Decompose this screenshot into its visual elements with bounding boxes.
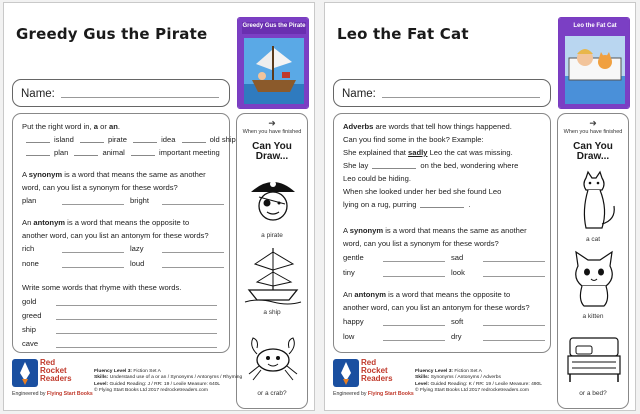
rhyme-question: Write some words that rhyme with these words. <box>22 283 182 292</box>
caption-cat: a cat <box>585 236 601 243</box>
name-field-box[interactable] <box>333 79 551 107</box>
name-label: Name: <box>342 88 376 100</box>
pirate-icon <box>243 170 303 230</box>
book-cover-image <box>237 17 309 109</box>
worksheet-greedy-gus <box>3 2 315 411</box>
rocket-icon <box>12 359 38 387</box>
exercise-box <box>12 113 236 353</box>
book-info: Fluency Level 3: Fiction Set A Skills: Understand use of a or an / Synonyms / Antonyms / Rhyming Level: Guided Reading: J / RR: 19 / Lexile Measure: 640L © Flying Start Books Ltd 2017 redrocketreaders.com <box>94 369 243 393</box>
caption-kitten: a kitten <box>582 313 604 320</box>
antonym-answer-row-1[interactable]: happy soft <box>343 317 542 327</box>
arrow-right-icon: ➜ <box>589 118 597 128</box>
worksheet-leo-fat-cat <box>324 2 636 411</box>
finished-note: When you have finished <box>242 129 302 135</box>
bed-icon <box>564 332 624 386</box>
can-you-draw-heading: Can You Draw... <box>252 141 292 162</box>
instruction-a-an: Put the right word in, a or an. <box>22 122 120 131</box>
synonym-answer-row-1[interactable]: gentle sad <box>343 253 542 263</box>
antonym-answer-row-1[interactable]: rich lazy <box>22 244 221 254</box>
can-you-draw-panel <box>557 113 629 409</box>
adverb-sentence-4[interactable]: lying on a rug, purring . <box>343 200 471 209</box>
synonym-answer-row[interactable]: plan bright <box>22 196 221 206</box>
worksheet-title: Leo the Fat Cat <box>337 25 469 43</box>
crab-icon <box>243 328 303 384</box>
caption-ship: a ship <box>263 309 281 316</box>
brand-name: Red Rocket Readers <box>361 358 393 383</box>
name-input-line[interactable] <box>61 97 219 98</box>
red-rocket-readers-logo <box>12 359 92 405</box>
adverb-sentence-1[interactable]: She lay on the bed, wondering where <box>343 161 519 170</box>
antonym-question-line-2: another word, can you list an antonym for these words? <box>343 303 530 312</box>
caption-crab: or a crab? <box>257 390 287 397</box>
antonym-answer-row-2[interactable]: low dry <box>343 332 542 342</box>
a-an-row-1: island pirate idea old ship <box>22 135 236 144</box>
name-field-box[interactable] <box>12 79 230 107</box>
name-input-line[interactable] <box>382 97 540 98</box>
footer <box>333 357 553 407</box>
engineered-by: Engineered by Flying Start Books <box>333 391 414 397</box>
finished-note: When you have finished <box>563 129 623 135</box>
synonym-question-line-1: A synonym is a word that means the same as another <box>343 226 527 235</box>
exercise-box <box>333 113 551 353</box>
cat-icon <box>564 170 624 234</box>
cover-title: Leo the Fat Cat <box>573 23 617 29</box>
antonym-question-line-1: An antonym is a word that means the opposite to <box>343 290 511 299</box>
rhyme-answer-cave[interactable]: cave <box>22 339 221 349</box>
adverb-question-line-1: Adverbs are words that tell how things happened. <box>343 122 512 131</box>
synonym-question-line-2: word, can you list a synonym for these words? <box>343 239 499 248</box>
caption-bed: or a bed? <box>579 390 607 397</box>
rocket-icon <box>333 359 359 387</box>
adverb-question-line-2: Can you find some in the book? Example: <box>343 135 484 144</box>
name-label: Name: <box>21 88 55 100</box>
footer <box>12 357 243 407</box>
adverb-sentence-2: Leo could be hiding. <box>343 174 411 183</box>
can-you-draw-heading: Can You Draw... <box>573 141 613 162</box>
synonym-question-line-2: word, can you list a synonym for these words? <box>22 183 178 192</box>
antonym-question-line-2: another word, can you list an antonym for these words? <box>22 231 209 240</box>
engineered-by: Engineered by Flying Start Books <box>12 391 93 397</box>
rhyme-answer-ship[interactable]: ship <box>22 325 221 335</box>
book-cover-image <box>558 17 630 109</box>
antonym-answer-row-2[interactable]: none loud <box>22 259 221 269</box>
adverb-example: She explained that sadly Leo the cat was missing. <box>343 148 513 157</box>
cover-title: Greedy Gus the Pirate <box>242 23 306 29</box>
synonym-answer-row-2[interactable]: tiny look <box>343 268 542 278</box>
antonym-question-line-1: An antonym is a word that means the opposite to <box>22 218 190 227</box>
can-you-draw-panel <box>236 113 308 409</box>
ship-icon <box>243 244 303 306</box>
adverb-sentence-3: When she looked under her bed she found Leo <box>343 187 502 196</box>
synonym-question-line-1: A synonym is a word that means the same as another <box>22 170 206 179</box>
book-info: Fluency Level 3: Fiction Set A Skills: Synonyms / Antonyms / Adverbs Level: Guided Reading: K / RR: 19 / Lexile Measure: 490L © Flying Start Books Ltd 2017 redrocketreaders.com <box>415 369 542 393</box>
arrow-right-icon: ➜ <box>268 118 276 128</box>
rhyme-answer-gold[interactable]: gold <box>22 297 221 307</box>
rhyme-answer-greed[interactable]: greed <box>22 311 221 321</box>
a-an-row-2: plan animal important meeting <box>22 148 220 157</box>
brand-name: Red Rocket Readers <box>40 358 72 383</box>
worksheet-title: Greedy Gus the Pirate <box>16 25 208 43</box>
red-rocket-readers-logo <box>333 359 413 405</box>
caption-pirate: a pirate <box>261 232 283 239</box>
kitten-icon <box>564 250 624 308</box>
